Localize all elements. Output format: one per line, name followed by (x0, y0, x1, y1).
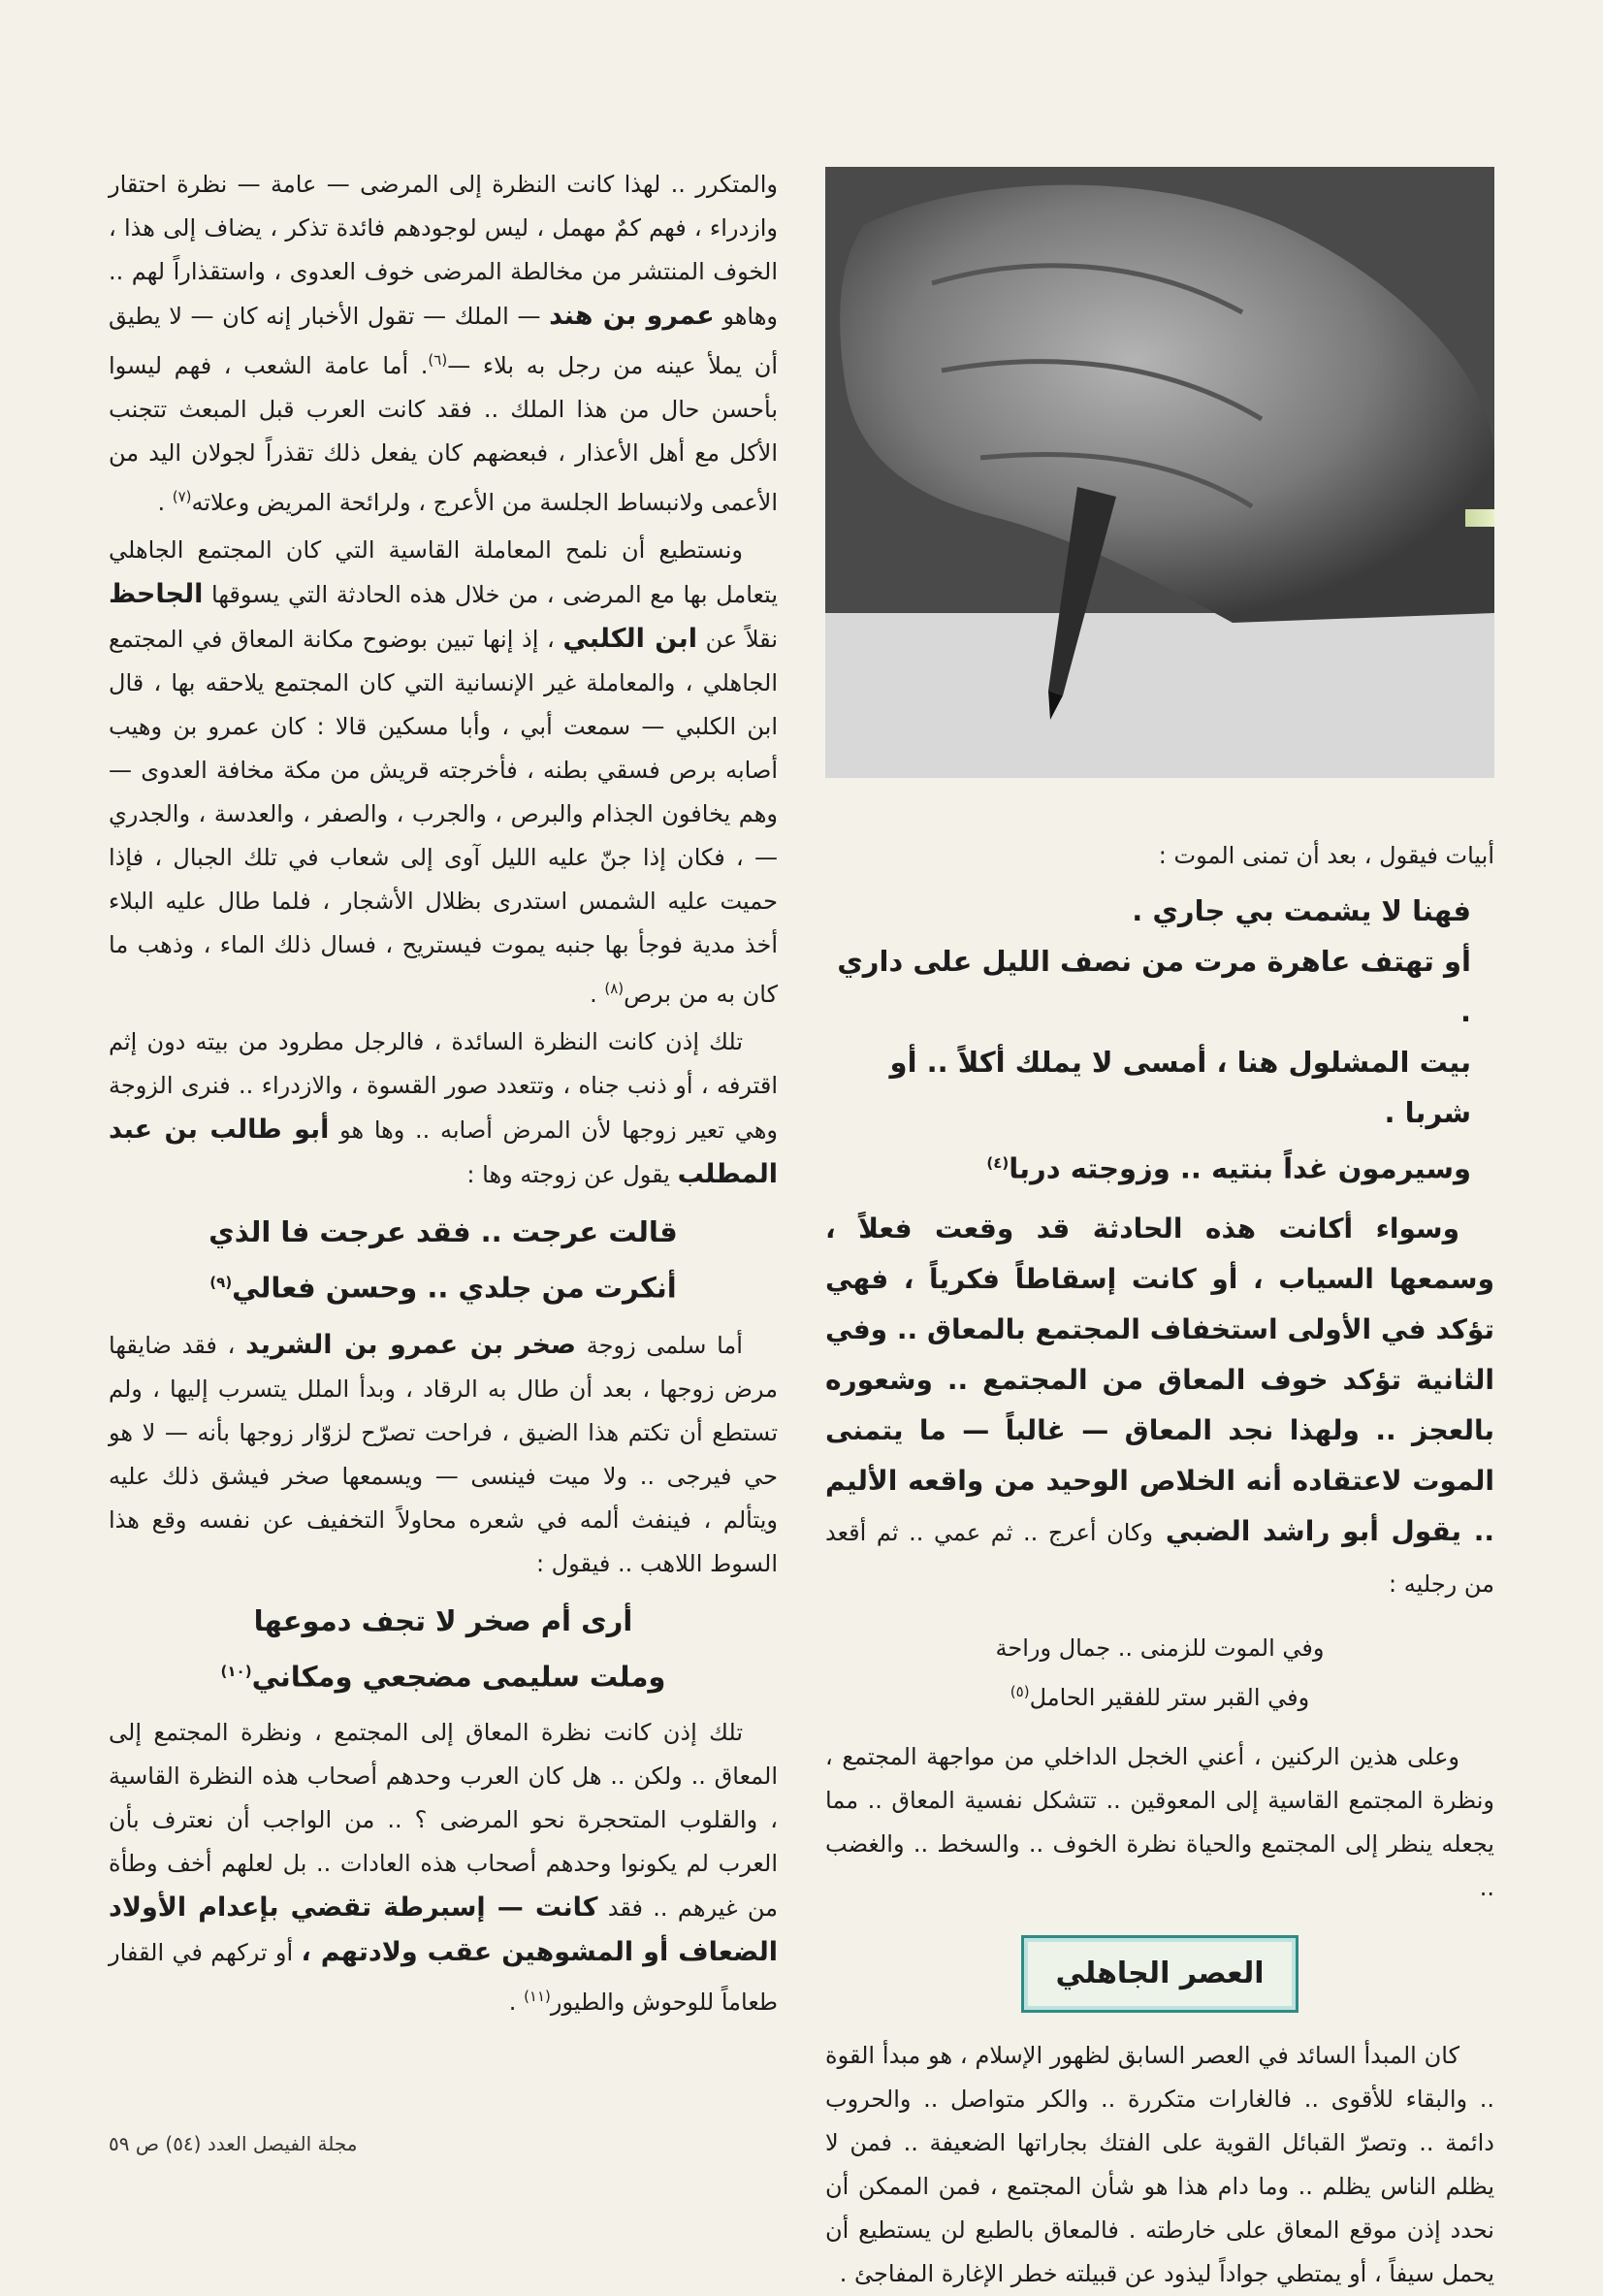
hand-pencil-photo (825, 167, 1494, 778)
text: تلك إذن كانت النظرة السائدة ، فالرجل مطرود من بيته دون إثم اقترفه ، أو ذنب جناه ، وتتعدد صور القسوة ، والازدراء .. فنرى الزوجة وهي تعير زوجها لأن المرض أصابه .. وها هو (109, 1028, 778, 1144)
verse-text: وفي القبر ستر للفقير الحامل (1029, 1683, 1310, 1711)
bold-paragraph-tail: وكان أعرج .. ثم عمي .. ثم أقعد من رجليه : (825, 1518, 1494, 1598)
verse-block-1 (825, 886, 1494, 1194)
paragraph: ونستطيع أن نلمح المعاملة القاسية التي كان المجتمع الجاهلي يتعامل بها مع المرضى ، من خلال هذه الحادثة التي يسوقها الجاحظ نقلاً عن ابن الكلبي ، إذ إنها تبين بوضوح مكانة المعاق في المجتمع الجاهلي ، والمعاملة غير الإنسانية التي كان المجتمع يلاحقه بها ، قال ابن الكلبي — سمعت أبي ، وأبا مسكين قالا : كان عمرو بن وهيب أصابه برص فسقي بطنه ، فأخرجته قريش من مكة مخافة العدوى — وهم يخافون الجذام والبرص ، والجرب ، والصفر ، والعدسة ، والجدري — ، فكان إذا جنّ عليه الليل آوى إلى شعاب في تلك الجبال ، فإذا حميت عليه الشمس استدرى بظلال الأشجار ، فلما طال عليه البلاء أخذ مدية فوجأ بها جنبه يموت فيستريح ، فسال ذلك الماء ، وذهب ما كان به من برص$^{(٨)}$ . (109, 536, 779, 1008)
verse-line: فهنا لا يشمت بي جاري . (1132, 894, 1471, 927)
footnote-ref: (٥) (1010, 1682, 1030, 1700)
verse-block-2 (825, 1627, 1494, 1720)
bold-name: ابن الكلبي (562, 624, 697, 654)
bold-name: عمرو بن هند (549, 301, 715, 331)
verse-line (825, 1138, 1494, 1194)
hand-pencil-illustration (825, 167, 1494, 778)
verse-line: وفي الموت للزمنى .. جمال وراحة (995, 1633, 1325, 1662)
right-column (825, 834, 1494, 2296)
text: يقول عن زوجته وها : (466, 1161, 670, 1188)
paragraph: تلك إذن كانت نظرة المعاق إلى المجتمع ، ونظرة المجتمع إلى المعاق .. ولكن .. هل كان العرب وحدهم أصحاب هذه النظرة القاسية ، والقلوب المتحجرة نحو المرضى ؟ .. من الواجب أن نعترف بأن العرب لم يكونوا وحدهم أصحاب هذه العادات .. بل لعلهم أخف وطأة من غيرهم .. فقد كانت — إسبرطة تقضي بإعدام الأولاد الضعاف أو المشوهين عقب ولادتهم ، أو تركهم في القفار طعاماً للوحوش والطيور$^{(١١)}$ . (109, 1719, 779, 2017)
photo-color-mark (1465, 509, 1494, 527)
bold-paragraph (825, 1204, 1494, 1609)
footnote-ref: (٤) (986, 1154, 1010, 1172)
verse-line: أو تهتف عاهرة مرت من نصف الليل على داري . (837, 945, 1471, 1028)
bold-name: الجاحظ (109, 579, 204, 609)
verse-text: أنكرت من جلدي .. وحسن فعالي (232, 1271, 677, 1305)
bold-text: كانت — إسبرطة تقضي بإعدام الأولاد الضعاف أو المشوهين عقب ولادتهم ، (109, 1892, 779, 1968)
verse-line: أرى أم صخر لا تجف دموعها (253, 1603, 633, 1637)
text: ، إذ إنها تبين بوضوح مكانة المعاق في المجتمع الجاهلي ، والمعاملة غير الإنسانية التي كان المجتمع يلاحقه بها ، قال ابن الكلبي — سمعت أبي ، وأبا مسكين قالا : كان عمرو بن وهيب أصابه برص فسقي بطنه ، فأخرجته قريش من مكة مخافة العدوى — وهم يخافون الجذام والبرص ، والجرب ، والصفر ، والعدسة ، والجدري — ، فكان إذا جنّ عليه الليل آوى إلى شعاب في تلك الجبال ، فإذا حميت عليه الشمس استدرى بظلال الأشجار ، فلما طال عليه البلاء أخذ مدية فوجأ بها جنبه يموت فيستريح ، فسال ذلك الماء ، وذهب ما كان به من برص (109, 626, 778, 1008)
text: ، فقد ضايقها مرض زوجها ، بعد أن طال به الرقاد ، وبدأ الملل يتسرب إليها ، ولم تستطع أن تكتم هذا الضيق ، فراحت تصرّح لزوّار زوجها بأنه — لا هو حي فيرجى .. ولا ميت فينسى — ويسمعها صخر فيشق ذلك عليه ويتألم ، فينفث ألمه في شعره محاولاً التخفيف عن نفسه وقع هذا السوط اللاهب .. فيقول : (109, 1331, 778, 1577)
verse-line (109, 1646, 778, 1702)
verse-line (109, 1257, 778, 1313)
verse-text: وملت سليمى مضجعي ومكاني (251, 1660, 666, 1694)
paragraph: كان المبدأ السائد في العصر السابق لظهور الإسلام ، هو مبدأ القوة .. والبقاء للأقوى .. فالغارات متكررة .. والكر متواصل .. والحروب دائمة .. وتصرّ القبائل القوية على الفتك بجاراتها الضعيفة .. فمن لا يظلم الناس يظلم .. وما دام هذا هو شأن المجتمع ، فمن الممكن أن نحدد إذن موقع المعاق على خارطته . فالمعاق بالطبع لن يستطيع أن يحمل سيفاً ، أو يمتطي جواداً ليذود عن قبيلته خطر الإغارة المفاجئ . (825, 2041, 1494, 2287)
text: — الملك — تقول الأخبار إنه كان — لا يطيق أن يملأ عينه من رجل به بلاء — (109, 303, 778, 379)
footnote-ref: (١١) (524, 1988, 551, 2006)
intro-line: أبيات فيقول ، بعد أن تمنى الموت : (1158, 842, 1494, 869)
verse-line: قالت عرجت .. فقد عرجت فا الذي (208, 1215, 678, 1248)
page-footer: مجلة الفيصل العدد (٥٤) ص ٥٩ (109, 2132, 358, 2155)
bold-name: صخر بن عمرو بن الشريد (245, 1329, 577, 1360)
verse-block-4 (109, 1596, 778, 1702)
text: نقلاً عن (705, 626, 778, 653)
bold-name: أبو طالب بن عبد المطلب (109, 1115, 778, 1189)
text: أو تركهم في القفار طعاماً للوحوش والطيور (109, 1939, 778, 2017)
paragraph: والمتكرر .. لهذا كانت النظرة إلى المرضى — عامة — نظرة احتقار وازدراء ، فهم كمٌ مهمل ، ليس لوجودهم فائدة تذكر ، يضاف إلى هذا ، الخوف المنتشر من مخالطة المرضى خوف العدوى ، واستقذاراً لهم .. وهاهو عمرو بن هند — الملك — تقول الأخبار إنه كان — لا يطيق أن يملأ عينه من رجل به بلاء —$^{(٦)}$. أما عامة الشعب ، فهم ليسوا بأحسن حال من هذا الملك .. فقد كانت العرب قبل المبعث تتجنب الأكل مع أهل الأعذار ، فبعضهم كان يفعل ذلك تقذراً لجولان اليد من الأعمى ولانبساط الجلسة من الأعرج ، ولرائحة المريض وعلاته$^{(٧)}$ . (109, 171, 778, 516)
footnote-ref: (١٠) (220, 1662, 252, 1680)
section-heading: العصر الجاهلي (1021, 1935, 1298, 2013)
text: والمتكرر .. لهذا كانت النظرة إلى المرضى — عامة — نظرة احتقار وازدراء ، فهم كمٌ مهمل ، ليس لوجودهم فائدة تذكر ، يضاف إلى هذا ، الخوف المنتشر من مخالطة المرضى خوف العدوى ، واستقذاراً لهم .. وهاهو (109, 171, 778, 330)
paragraph: وعلى هذين الركنين ، أعني الخجل الداخلي من مواجهة المجتمع ، ونظرة المجتمع القاسية إلى المعوقين .. تتشكل نفسية المعاق .. مما يجعله ينظر إلى المجتمع والحياة نظرة الخوف .. والسخط .. والغضب .. (825, 1742, 1494, 1901)
verse-block-3 (109, 1207, 778, 1313)
text: أما سلمى زوجة (586, 1331, 743, 1359)
verse-line: بيت المشلول هنا ، أمسى لا يملك أكلاً .. أو شربا . (889, 1046, 1471, 1129)
left-column (109, 163, 778, 2024)
footnote-ref: (٨) (604, 980, 625, 997)
verse-text: وسيرمون غداً بنتيه .. وزوجته دربا (1009, 1151, 1471, 1185)
text: . أما عامة الشعب ، فهم ليسوا بأحسن حال من هذا الملك .. فقد كانت العرب قبل المبعث تتجنب الأكل مع أهل الأعذار ، فبعضهم كان يفعل ذلك تقذراً لجولان اليد من الأعمى ولانبساط الجلسة من الأعرج ، ولرائحة المريض وعلاته (109, 352, 778, 516)
paragraph (109, 1020, 778, 1197)
footnote-ref: (٧) (172, 488, 192, 505)
paragraph (109, 1323, 778, 1586)
verse-line (825, 1670, 1494, 1720)
footnote-ref: (٩) (209, 1274, 233, 1291)
bold-paragraph-text: وسواء أكانت هذه الحادثة قد وقعت فعلاً ، وسمعها السياب ، أو كانت إسقاطاً فكرياً ، فهي تؤكد في الأولى استخفاف المجتمع بالمعاق .. وفي الثانية تؤكد خوف المعاق من المجتمع .. وشعوره بالعجز .. ولهذا نجد المعاق — غالباً — ما يتمنى الموت لاعتقاده أنه الخلاص الوحيد من واقعه الأليم .. يقول أبو راشد الضبي (825, 1212, 1495, 1547)
text: ونستطيع أن نلمح المعاملة القاسية التي كان المجتمع الجاهلي يتعامل بها مع المرضى ، من خلال هذه الحادثة التي يسوقها (109, 536, 779, 608)
text: تلك إذن كانت نظرة المعاق إلى المجتمع ، ونظرة المجتمع إلى المعاق .. ولكن .. هل كان العرب وحدهم أصحاب هذه النظرة القاسية ، والقلوب المتحجرة نحو المرضى ؟ .. من الواجب أن نعترف بأن العرب لم يكونوا وحدهم أصحاب هذه العادات .. بل لعلهم أخف وطأة من غيرهم .. فقد (109, 1719, 778, 1923)
footnote-ref: (٦) (428, 351, 448, 369)
